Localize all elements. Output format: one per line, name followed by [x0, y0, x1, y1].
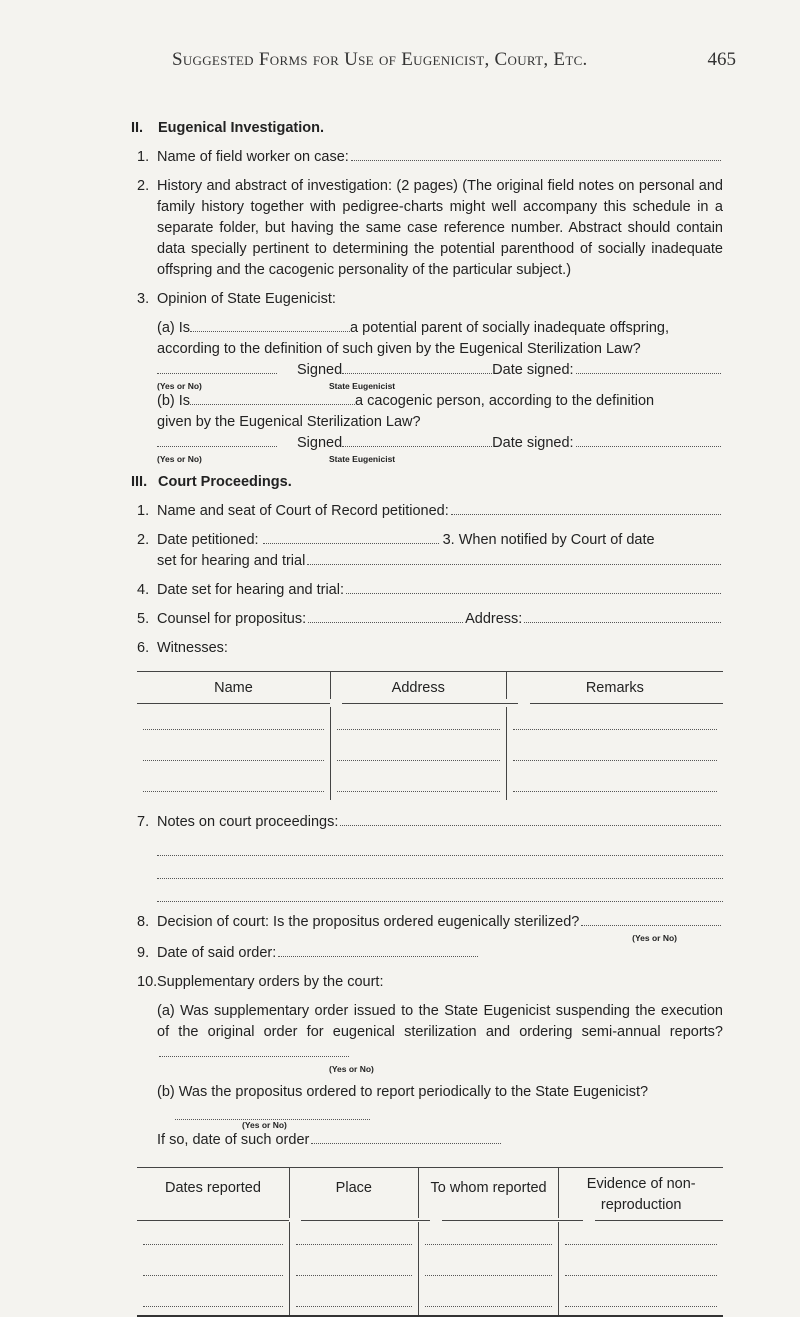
supplementary-b: (b) Was the propositus ordered to report periodically to the State Eugenicist?	[157, 1084, 649, 1100]
notes-line[interactable]	[157, 843, 723, 856]
opinion-b-line2: given by the Eugenical Sterilization Law?	[157, 414, 421, 430]
table-row	[137, 1253, 723, 1284]
opinion-a-sign-row: Signed Date signed:	[137, 360, 723, 381]
witness-header-name: Name	[214, 680, 253, 696]
court-name-row: 1. Name and seat of Court of Record petitioned:	[137, 501, 723, 522]
opinion-a-answer-blank[interactable]	[190, 319, 350, 332]
opinion-b-captions: (Yes or No) State Eugenicist	[157, 454, 396, 464]
supplementary-b-blank[interactable]	[175, 1107, 370, 1120]
field-worker-row: 1. Name of field worker on case:	[137, 147, 723, 168]
order-date-blank[interactable]	[278, 944, 478, 957]
opinion-a-row: (a) Is a potential parent of socially inadequate offspring,	[157, 320, 669, 336]
opinion-a-yesno-blank[interactable]	[157, 361, 277, 374]
reports-table	[137, 1167, 723, 1317]
if-so-row: If so, date of such order	[137, 1130, 723, 1151]
report-date-blank[interactable]	[143, 1263, 283, 1276]
running-title: Suggested Forms for Use of Eugenicist, Court, Etc.	[172, 49, 588, 70]
opinion-b-row: (b) Is a cacogenic person, according to the definition	[157, 393, 655, 409]
witness-name-blank[interactable]	[143, 748, 324, 761]
if-so-blank[interactable]	[311, 1131, 501, 1144]
opinion-b-sign-row: Signed Date signed:	[137, 433, 723, 454]
report-header-place: Place	[289, 1168, 418, 1219]
supplementary-a-blank[interactable]	[159, 1044, 349, 1057]
notes-extra-lines	[137, 843, 723, 902]
table-row	[137, 1284, 723, 1316]
witness-address-blank[interactable]	[337, 748, 500, 761]
witness-name-blank[interactable]	[143, 717, 324, 730]
supplementary-a-caption: (Yes or No)	[329, 1064, 374, 1074]
counsel-row: 5. Counsel for propositus: Address:	[137, 609, 723, 630]
opinion-a-line2: according to the definition of such given by the Eugenical Sterilization Law?	[157, 341, 641, 357]
witnesses-item: 6. Witnesses:	[137, 640, 228, 656]
supplementary-b-caption: (Yes or No)	[242, 1120, 287, 1130]
witness-header-remarks: Remarks	[506, 672, 723, 700]
hearing-date-blank[interactable]	[346, 581, 721, 594]
witness-address-blank[interactable]	[337, 717, 500, 730]
opinion-a-captions: (Yes or No) State Eugenicist	[157, 381, 396, 391]
report-place-blank[interactable]	[296, 1232, 412, 1245]
notes-line[interactable]	[157, 866, 723, 879]
witness-remarks-blank[interactable]	[513, 779, 717, 792]
history-abstract-item: 2. History and abstract of investigation: (2 pages) (The original field notes on personal and family history together with pedigree-charts might well accompany this schedule in a separate folder, but having the same case reference number. Abstract should contain data specially pertinent to determining the potential parenthood of socially inadequate offspring and the cacogenic personality of the particular subject.)	[137, 178, 723, 278]
report-place-blank[interactable]	[296, 1263, 412, 1276]
witness-name-blank[interactable]	[143, 779, 324, 792]
report-whom-blank[interactable]	[425, 1294, 553, 1307]
section-heading-court: III. Court Proceedings.	[131, 474, 292, 490]
report-evidence-blank[interactable]	[565, 1294, 717, 1307]
order-date-row: 9. Date of said order:	[137, 943, 723, 964]
page-header	[0, 45, 800, 75]
table-row	[137, 1222, 723, 1253]
decision-caption: (Yes or No)	[632, 933, 677, 943]
date-petitioned-blank[interactable]	[263, 531, 439, 544]
hearing-date-row: 4. Date set for hearing and trial:	[137, 580, 723, 601]
opinion-b-answer-blank[interactable]	[190, 392, 355, 405]
report-header-evidence: Evidence of non-reproduction	[559, 1168, 723, 1219]
hearing-notify-row: set for hearing and trial	[137, 551, 723, 572]
opinion-b-signed-blank[interactable]	[342, 434, 492, 447]
notes-row: 7. Notes on court proceedings:	[137, 812, 723, 833]
report-header-dates: Dates reported	[164, 1180, 261, 1196]
witness-header-address: Address	[330, 672, 506, 700]
opinion-b-date-blank[interactable]	[576, 434, 721, 447]
table-row	[137, 707, 723, 738]
table-row	[137, 738, 723, 769]
field-worker-blank[interactable]	[351, 148, 721, 161]
witness-remarks-blank[interactable]	[513, 717, 717, 730]
report-whom-blank[interactable]	[425, 1263, 553, 1276]
report-whom-blank[interactable]	[425, 1232, 553, 1245]
report-evidence-blank[interactable]	[565, 1263, 717, 1276]
notes-blank[interactable]	[340, 813, 721, 826]
date-petitioned-row: 2. Date petitioned: 3. When notified by Court of date	[137, 532, 655, 548]
supplementary-item: 10. Supplementary orders by the court:	[137, 974, 384, 990]
report-header-whom: To whom reported	[418, 1168, 559, 1219]
hearing-notify-blank[interactable]	[307, 552, 721, 565]
page-number: 465	[707, 49, 736, 70]
opinion-item: 3. Opinion of State Eugenicist:	[137, 291, 336, 307]
witness-remarks-blank[interactable]	[513, 748, 717, 761]
decision-blank[interactable]	[581, 913, 721, 926]
notes-line[interactable]	[157, 889, 723, 902]
report-evidence-blank[interactable]	[565, 1232, 717, 1245]
court-name-blank[interactable]	[451, 502, 721, 515]
report-date-blank[interactable]	[143, 1294, 283, 1307]
counsel-blank[interactable]	[308, 610, 463, 623]
section-heading-investigation: II. Eugenical Investigation.	[131, 120, 324, 136]
opinion-b-yesno-blank[interactable]	[157, 434, 277, 447]
table-row	[137, 769, 723, 800]
supplementary-a: (a) Was supplementary order issued to the State Eugenicist suspending the execution of the original order for eugenical sterilization and ordering semi-annual reports?	[137, 1001, 723, 1064]
supplementary-b-answer	[137, 1107, 723, 1120]
witness-address-blank[interactable]	[337, 779, 500, 792]
opinion-a-signed-blank[interactable]	[342, 361, 492, 374]
witnesses-table	[137, 671, 723, 800]
report-date-blank[interactable]	[143, 1232, 283, 1245]
report-place-blank[interactable]	[296, 1294, 412, 1307]
opinion-a-date-blank[interactable]	[576, 361, 721, 374]
decision-row: 8. Decision of court: Is the propositus ordered eugenically sterilized?	[137, 912, 723, 933]
counsel-address-blank[interactable]	[524, 610, 721, 623]
form-content	[131, 118, 723, 1317]
